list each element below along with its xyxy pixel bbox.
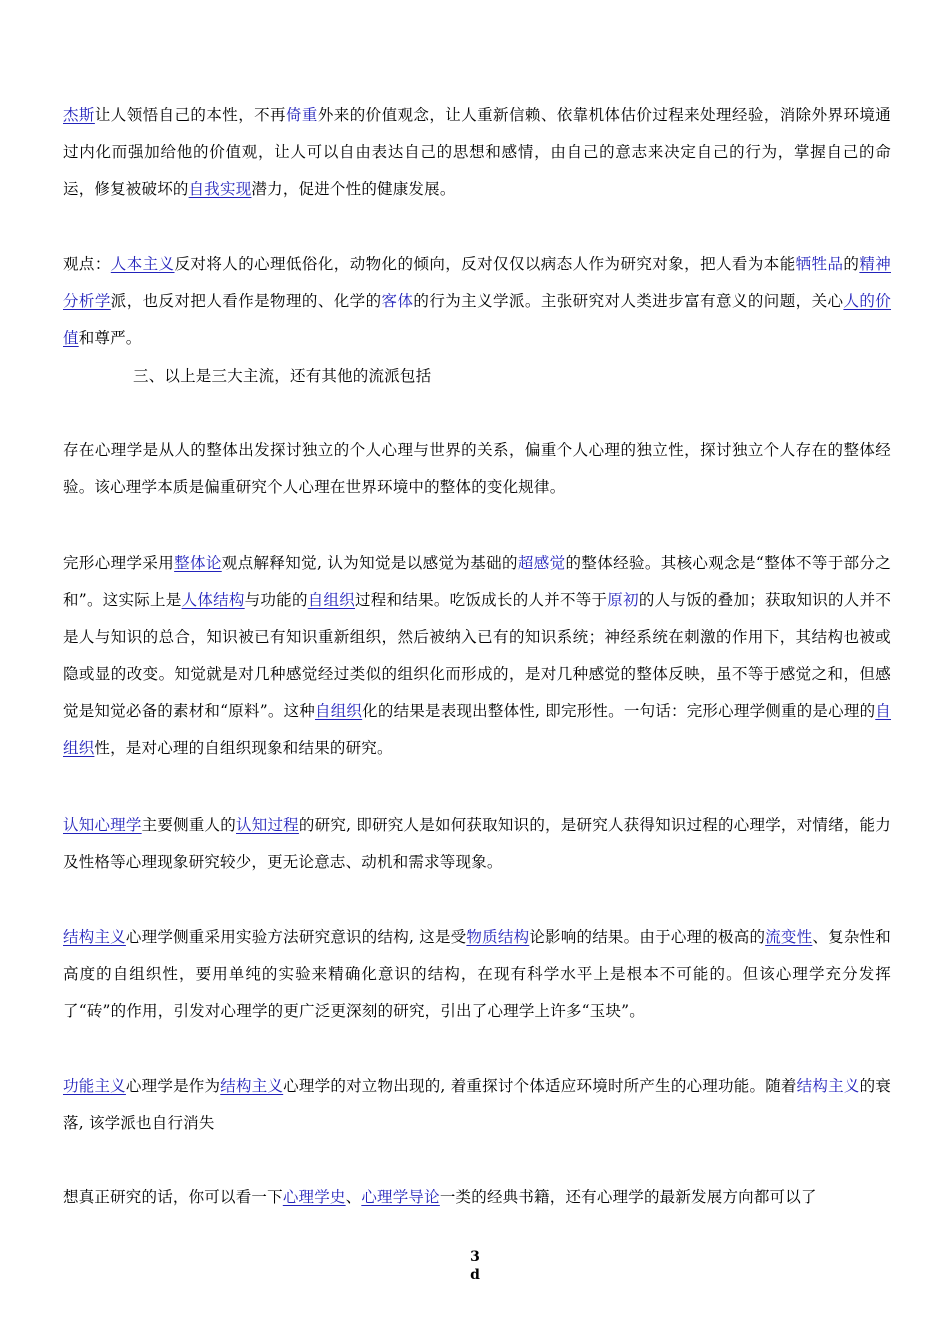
hyperlink[interactable]: 功能主义 (63, 1077, 126, 1095)
highlighted-term: 超感觉 (517, 554, 566, 572)
page-number: 3 (470, 1249, 480, 1265)
text-run: 完形心理学采用 (63, 554, 175, 572)
text-run: 反对将人的心理低俗化，动物化的倾向，反对仅仅以病态人作为研究对象，把人看为本能 (174, 255, 796, 273)
hyperlink[interactable]: 人本主义 (110, 255, 175, 273)
text-run: 的人与饭的叠加；获取知识的人并不是人与知识的总合，知识被已有知识重新组织，然后被纳入已有的知识系统；神经系统在刺激的作用下，其结构也被或隐或显的改变。知觉就是对几种感觉经过类似的组织化而形成的，是对几种感觉的整体反映，虽不等于感觉之和，但感觉是知觉必备的素材和“原料”。这种 (63, 591, 892, 720)
text-run: 过程和结果。吃饭成长的人并不等于 (355, 591, 608, 609)
highlighted-term: 客体 (381, 292, 414, 310)
text-run: 观点解释知觉, 认为知觉是以感觉为基础的 (221, 554, 518, 572)
page-number-suffix: d (470, 1267, 480, 1283)
highlighted-term: 原初 (607, 591, 639, 609)
text-run: 和尊严。 (78, 329, 142, 347)
paragraph-2 (63, 246, 891, 357)
text-run: 、 (345, 1188, 362, 1206)
text-run: 一类的经典书籍，还有心理学的最新发展方向都可以了 (439, 1188, 817, 1206)
text-run: 潜力，促进个性的健康发展。 (251, 180, 456, 198)
paragraph-8 (63, 1068, 891, 1142)
text-run: 性，是对心理的自组织现象和结果的研究。 (94, 739, 393, 757)
hyperlink[interactable]: 结构主义 (220, 1077, 284, 1095)
text-run: 三、以上是三大主流，还有其他的流派包括 (133, 367, 432, 385)
highlighted-term: 结构主义 (796, 1077, 860, 1095)
highlighted-term: 倚重 (286, 106, 318, 124)
highlighted-term: 牺牲品 (795, 255, 844, 273)
text-run: 的行为主义学派。主张研究对人类进步富有意义的问题，关心 (413, 292, 844, 310)
hyperlink[interactable]: 结构主义 (63, 928, 126, 946)
hyperlink[interactable]: 自组织 (63, 702, 891, 757)
text-run: 化的结果是表现出整体性, 即完形性。一句话：完形心理学侧重的是心理的 (362, 702, 876, 720)
text-run: 心理学的对立物出现的, 着重探讨个体适应环境时所产生的心理功能。随着 (283, 1077, 797, 1095)
hyperlink[interactable]: 心理学史 (282, 1188, 346, 1206)
paragraph-1 (63, 97, 891, 208)
hyperlink[interactable]: 认知过程 (236, 816, 299, 834)
text-run: 心理学是作为 (125, 1077, 221, 1095)
hyperlink[interactable]: 自组织 (307, 591, 356, 609)
text-run: 与功能的 (244, 591, 308, 609)
paragraph-9 (63, 1179, 891, 1216)
hyperlink[interactable]: 物质结构 (466, 928, 530, 946)
text-run: 的整体经验。其核心观念是“整体不等于部分之和”。这实际上是 (63, 554, 892, 609)
hyperlink[interactable]: 杰斯 (63, 106, 95, 124)
hyperlink[interactable]: 精神分析学 (63, 255, 891, 310)
text-run: 主要侧重人的 (141, 816, 236, 834)
hyperlink[interactable]: 人的价值 (63, 292, 891, 347)
text-run: 论影响的结果。由于心理的极高的 (529, 928, 766, 946)
paragraph-4 (63, 432, 891, 506)
text-run: 想真正研究的话，你可以看一下 (63, 1188, 283, 1206)
hyperlink[interactable]: 自组织 (315, 702, 363, 720)
text-run: 、复杂性和高度的自组织性，要用单纯的实验来精确化意识的结构，在现有科学水平上是根本不可能的。但该心理学充分发挥了“砖”的作用，引发对心理学的更广泛更深刻的研究，引出了心理学上许多“玉块”。 (63, 928, 891, 1020)
text-run: 外来的价值观念，让人重新信赖、依靠机体估价过程来处理经验，消除外界环境通过内化而强加给他的价值观，让人可以自由表达自己的思想和感情，由自己的意志来决定自己的行为，掌握自己的命运，修复被破坏的 (63, 106, 892, 198)
text-run: 观点： (63, 255, 111, 273)
hyperlink[interactable]: 认知心理学 (63, 816, 142, 834)
text-run: 的 (843, 255, 860, 273)
text-run: 的研究, 即研究人是如何获取知识的，是研究人获得知识过程的心理学，对情绪，能力及性格等心理现象研究较少，更无论意志、动机和需求等现象。 (63, 816, 891, 871)
text-run: 的衰落, 该学派也自行消失 (63, 1077, 891, 1132)
text-run: 心理学侧重采用实验方法研究意识的结构, 这是受 (125, 928, 467, 946)
hyperlink[interactable]: 整体论 (174, 554, 222, 572)
hyperlink[interactable]: 流变性 (765, 928, 813, 946)
text-run: 派，也反对把人看作是物理的、化学的 (110, 292, 382, 310)
paragraph-3 (63, 358, 950, 395)
text-run: 让人领悟自己的本性，不再 (94, 106, 286, 124)
paragraph-7 (63, 919, 891, 1030)
paragraph-5 (63, 545, 891, 767)
hyperlink[interactable]: 心理学导论 (361, 1188, 440, 1206)
hyperlink[interactable]: 自我实现 (188, 180, 252, 198)
hyperlink[interactable]: 人体结构 (181, 591, 245, 609)
text-run: 存在心理学是从人的整体出发探讨独立的个人心理与世界的关系，偏重个人心理的独立性，探讨独立个人存在的整体经验。该心理学本质是偏重研究个人心理在世界环境中的整体的变化规律。 (63, 441, 891, 496)
paragraph-6 (63, 807, 891, 881)
